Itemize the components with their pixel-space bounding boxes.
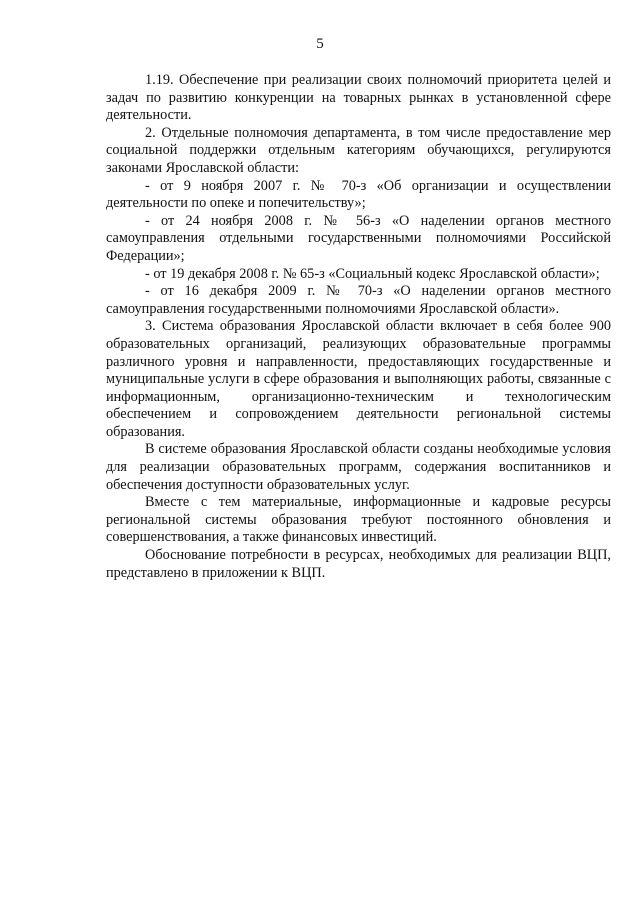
law-item-2009: - от 16 декабря 2009 г. № 70-з «О наделении органов местного самоуправления государственными полномочиями Ярославской области».: [106, 283, 611, 317]
law-item-2008-56: - от 24 ноября 2008 г. № 56-з «О наделении органов местного самоуправления отдельными государственными полномочиями Российской Федерации»;: [106, 212, 611, 264]
law-item-2007: - от 9 ноября 2007 г. № 70-з «Об организации и осуществлении деятельности по опеке и попечительству»;: [106, 177, 611, 212]
paragraph-3-education-system: 3. Система образования Ярославской области включает в себя более 900 образовательных организаций, реализующих образовательные программы различного уровня и направленности, предоставляющих государственные и муниципальные услуги в сфере образования и выполняющих работы, связанные с информационным, организационно-техническим и технологическим обеспечением и сопровождением деятельности региональной системы образования.: [106, 318, 611, 440]
paragraph-justification: Обоснование потребности в ресурсах, необходимых для реализации ВЦП, представлено в приложении к ВЦП.: [106, 547, 611, 581]
paragraph-2-powers: 2. Отдельные полномочия департамента, в том числе предоставление мер социальной поддержки отдельным категориям обучающихся, регулируются законами Ярославской области:: [106, 124, 611, 176]
page-number: 5: [316, 36, 324, 52]
paragraph-conditions: В системе образования Ярославской области созданы необходимые условия для реализации образовательных программ, содержания воспитанников и обеспечения доступности образовательных услуг.: [106, 441, 611, 493]
paragraph-1-19-competition: 1.19. Обеспечение при реализации своих полномочий приоритета целей и задач по развитию конкуренции на товарных рынках в установленной сфере деятельности.: [106, 72, 611, 124]
law-item-2008-65: - от 19 декабря 2008 г. № 65-з «Социальный кодекс Ярославской области»;: [145, 265, 600, 282]
paragraph-resources: Вместе с тем материальные, информационные и кадровые ресурсы региональной системы образования требуют постоянного обновления и совершенствования, а также финансовых инвестиций.: [106, 494, 611, 546]
document-body: [106, 72, 611, 582]
